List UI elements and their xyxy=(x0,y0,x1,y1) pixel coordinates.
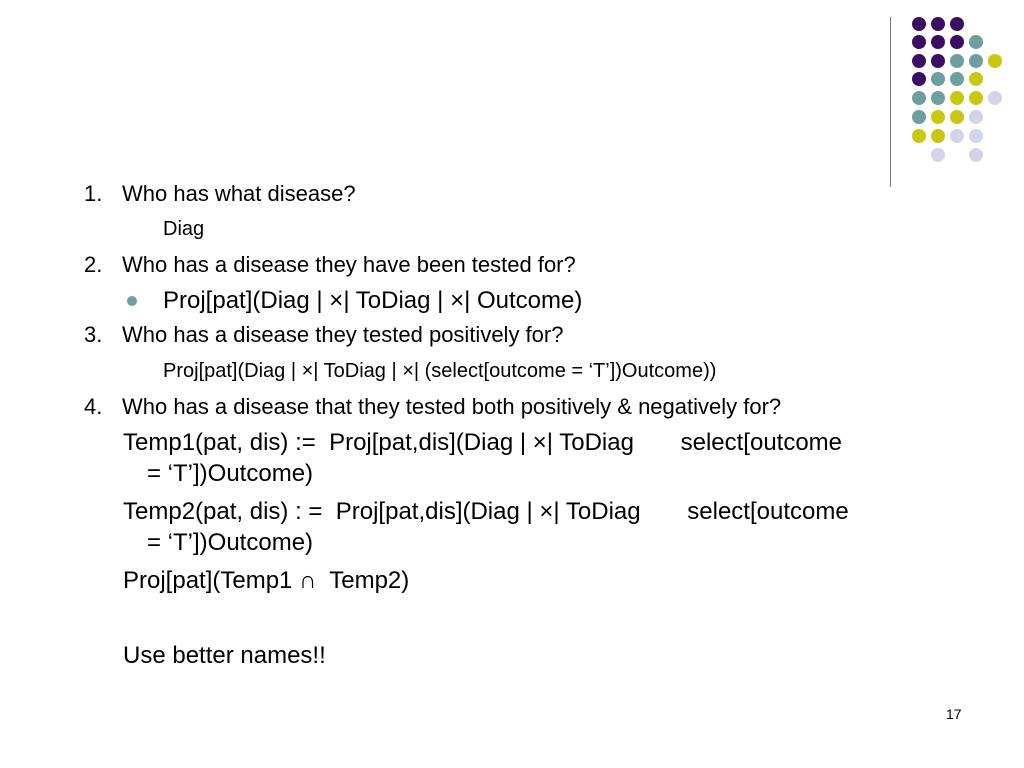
question-3-text: Who has a disease they tested positively for? xyxy=(122,322,564,347)
dot xyxy=(912,72,926,86)
question-2-number: 2. xyxy=(84,252,103,277)
answer-3: Proj[pat](Diag | ×| ToDiag | ×| (select[outcome = ‘T’])Outcome)) xyxy=(163,360,717,382)
dot xyxy=(950,110,964,124)
dot xyxy=(969,110,983,124)
dot xyxy=(988,91,1002,105)
dot xyxy=(931,35,945,49)
bullet-icon xyxy=(127,296,137,306)
dot xyxy=(912,54,926,68)
dot xyxy=(950,17,964,31)
dot xyxy=(988,54,1002,68)
dot xyxy=(969,72,983,86)
dot xyxy=(912,91,926,105)
dot xyxy=(950,54,964,68)
dot xyxy=(931,148,945,162)
slide-number: 17 xyxy=(946,706,962,722)
dot xyxy=(931,54,945,68)
question-2 xyxy=(84,252,576,278)
dot xyxy=(912,129,926,143)
dot xyxy=(969,54,983,68)
question-4-text: Who has a disease that they tested both positively & negatively for? xyxy=(122,394,782,419)
dot xyxy=(950,35,964,49)
dot xyxy=(969,129,983,143)
question-3 xyxy=(84,322,563,348)
dot xyxy=(931,91,945,105)
answer-2: Proj[pat](Diag | ×| ToDiag | ×| Outcome) xyxy=(163,287,583,314)
dot xyxy=(912,35,926,49)
divider-line xyxy=(890,17,891,187)
projection-intersection: Proj[pat](Temp1 ∩ Temp2) xyxy=(123,567,410,594)
question-2-text: Who has a disease they have been tested for? xyxy=(122,252,576,277)
dot xyxy=(931,129,945,143)
dot xyxy=(950,91,964,105)
question-3-number: 3. xyxy=(84,322,103,347)
dot xyxy=(931,72,945,86)
dot xyxy=(969,91,983,105)
dot xyxy=(950,72,964,86)
temp1-definition-continued: = ‘T’])Outcome) xyxy=(147,460,314,487)
dot xyxy=(931,110,945,124)
dot xyxy=(912,17,926,31)
dot xyxy=(931,17,945,31)
question-4-number: 4. xyxy=(84,394,103,419)
temp2-definition: Temp2(pat, dis) : = Proj[pat,dis](Diag | ×| ToDiag select[outcome xyxy=(123,498,849,525)
question-1-number: 1. xyxy=(84,181,103,206)
question-1 xyxy=(84,181,356,207)
closing-remark: Use better names!! xyxy=(123,642,326,669)
answer-1: Diag xyxy=(163,218,205,240)
dot xyxy=(969,148,983,162)
question-1-text: Who has what disease? xyxy=(122,181,356,206)
dot xyxy=(950,129,964,143)
question-4 xyxy=(84,394,781,420)
dot xyxy=(969,35,983,49)
temp1-definition: Temp1(pat, dis) := Proj[pat,dis](Diag | ×| ToDiag select[outcome xyxy=(123,429,843,456)
temp2-definition-continued: = ‘T’])Outcome) xyxy=(147,529,314,556)
dot xyxy=(912,110,926,124)
